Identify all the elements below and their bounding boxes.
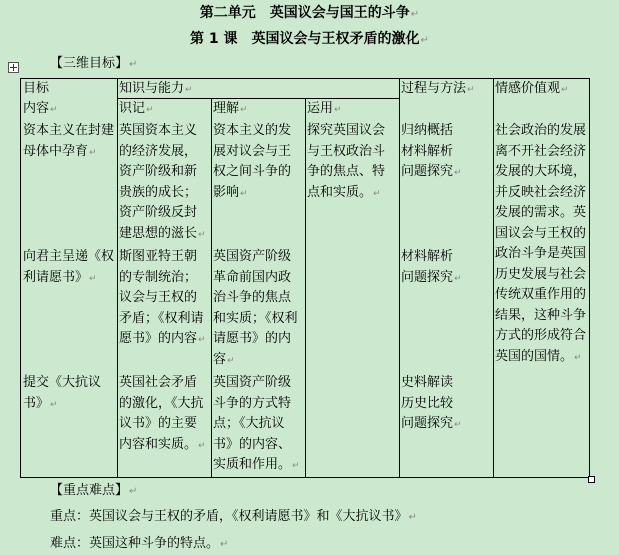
goals-label: 【三维目标】↵ <box>50 56 138 71</box>
difficult-point-text: 难点：英国这种斗争的特点。↵ <box>50 536 229 551</box>
paragraph-mark: ↵ <box>408 512 417 523</box>
paragraph-mark: ↵ <box>146 105 154 115</box>
paragraph-mark: ↵ <box>198 440 206 451</box>
content-cell[interactable]: 提交《大抗议书》↵ <box>23 375 102 411</box>
header-understand-cell[interactable]: 理解↵ <box>213 101 248 116</box>
process-cell[interactable]: 材料解析 问题探究↵ <box>401 249 462 285</box>
understand-cell[interactable]: 英国资产阶级革命前国内政治斗争的焦点和实质；《权利请愿书》的内容↵ <box>213 249 298 367</box>
content-cell[interactable]: 向君主呈递《权利请愿书》↵ <box>23 249 115 285</box>
paragraph-mark: ↵ <box>198 229 206 240</box>
understand-cell[interactable]: 英国资产阶级斗争的方式特点；《大抗议书》的内容、实质和作用。↵ <box>213 375 300 472</box>
recall-cell[interactable]: 英国社会矛盾的激化，《大抗议书》的主要内容和实质。↵ <box>119 375 206 452</box>
key-difficult-label: 【重点难点】↵ <box>50 483 138 498</box>
paragraph-mark: ↵ <box>373 188 381 199</box>
understand-cell[interactable]: 资本主义的发展对议会与王权之间斗争的影响↵ <box>213 123 292 200</box>
paragraph-mark: ↵ <box>89 147 97 158</box>
lesson-title: 第 1 课 英国议会与王权矛盾的激化↵ <box>190 31 429 47</box>
key-point-text: 重点：英国议会与王权的矛盾，《权利请愿书》和《大抗议书》↵ <box>50 509 417 524</box>
paragraph-mark: ↵ <box>561 85 569 95</box>
paragraph-mark: ↵ <box>50 399 58 410</box>
three-dimension-goals-table[interactable] <box>20 78 590 478</box>
paragraph-mark: ↵ <box>410 9 420 20</box>
header-recall-cell[interactable]: 识记↵ <box>119 101 154 116</box>
header-values-cell[interactable]: 情感价值观↵ <box>495 81 569 96</box>
paragraph-mark: ↵ <box>454 420 462 430</box>
table-resize-handle-icon[interactable] <box>588 476 595 483</box>
paragraph-mark: ↵ <box>50 105 58 115</box>
recall-cell[interactable]: 英国资本主义的经济发展，资产阶级和新贵族的成长；资产阶级反封建思想的滋长↵ <box>119 123 206 241</box>
table-move-handle-icon[interactable] <box>8 62 19 73</box>
column-divider <box>211 99 212 477</box>
content-cell[interactable]: 资本主义在封建母体中孕育↵ <box>23 123 115 159</box>
paragraph-mark: ↵ <box>198 335 206 345</box>
column-divider <box>493 79 494 477</box>
column-divider <box>399 79 400 477</box>
paragraph-mark: ↵ <box>420 35 429 46</box>
paragraph-mark: ↵ <box>240 105 248 115</box>
paragraph-mark: ↵ <box>89 273 97 284</box>
process-cell[interactable]: 归纳概括 材料解析 问题探究↵ <box>401 123 462 179</box>
paragraph-mark: ↵ <box>240 188 248 199</box>
paragraph-mark: ↵ <box>129 59 138 70</box>
header-apply-cell[interactable]: 运用↵ <box>307 101 342 116</box>
header-process-cell[interactable]: 过程与方法↵ <box>401 81 475 96</box>
paragraph-mark: ↵ <box>129 486 138 497</box>
paragraph-mark: ↵ <box>185 85 193 95</box>
recall-cell[interactable]: 斯图亚特王朝的专制统治；议会与王权的矛盾；《权利请愿书》的内容↵ <box>119 249 206 346</box>
paragraph-mark: ↵ <box>454 168 462 178</box>
paragraph-mark: ↵ <box>574 352 582 363</box>
paragraph-mark: ↵ <box>292 461 300 471</box>
paragraph-mark: ↵ <box>334 105 342 115</box>
column-divider <box>117 79 118 477</box>
paragraph-mark: ↵ <box>454 273 462 284</box>
header-target-cell[interactable]: 目标 <box>23 81 50 96</box>
paragraph-mark: ↵ <box>220 539 229 550</box>
paragraph-mark: ↵ <box>227 355 235 366</box>
paragraph-mark: ↵ <box>467 85 475 95</box>
header-content-cell[interactable]: 内容↵ <box>23 101 58 116</box>
process-cell[interactable]: 史料解读 历史比较 问题探究↵ <box>401 375 462 431</box>
header-knowledge-cell[interactable]: 知识与能力↵ <box>119 81 193 96</box>
column-divider <box>305 99 306 477</box>
apply-cell[interactable]: 探究英国议会与王权政治斗争的焦点、特点和实质。↵ <box>307 123 386 200</box>
unit-title: 第二单元 英国议会与国王的斗争↵ <box>199 5 420 21</box>
values-cell[interactable]: 社会政治的发展离不开社会经济发展的大环境，并反映社会经济发展的需求。英国议会与王权的政治斗争是英国历史发展与社会传统双重作用的结果，这种斗争方式的形成符合英国的国情。↵ <box>495 123 587 364</box>
